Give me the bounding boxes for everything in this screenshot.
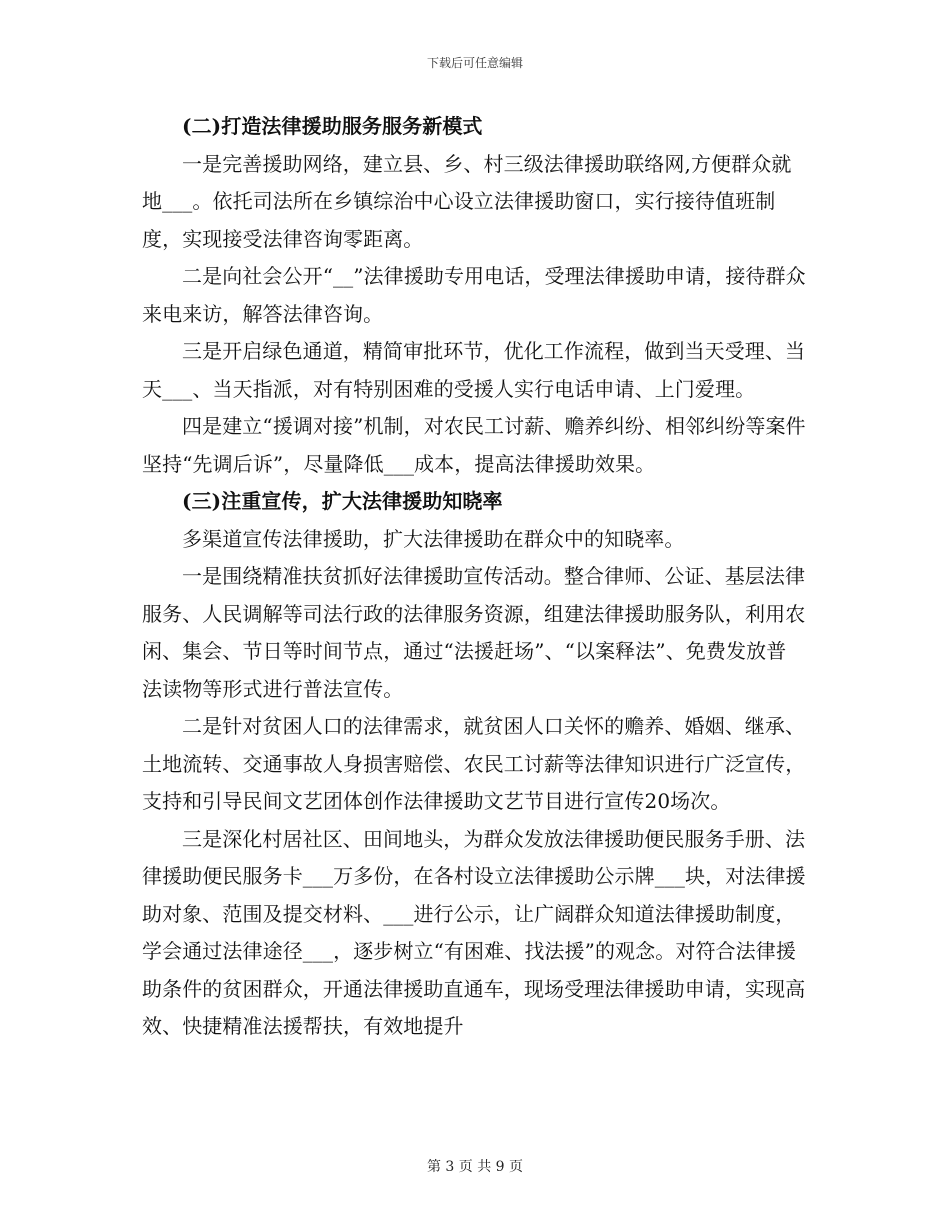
paragraph: 二是针对贫困人口的法律需求，就贫困人口关怀的赡养、婚姻、继承、土地流转、交通事故人身损害赔偿、农民工讨薪等法律知识进行广泛宣传，支持和引导民间文艺团体创作法律援助文艺节目进行宣传20场次。 [142, 714, 806, 813]
section-heading: (三)注重宣传，扩大法律援助知晓率 [182, 489, 503, 513]
paragraph: 多渠道宣传法律援助，扩大法律援助在群众中的知晓率。 [182, 526, 685, 551]
paragraph: 三是深化村居社区、田间地头，为群众发放法律援助便民服务手册、法律援助便民服务卡___万多份，在各村设立法律援助公示牌___块，对法律援助对象、范围及提交材料、___进行公示，让广阔群众知道法律援助制度，学会通过法律途径___，逐步树立“有困难、找法援”的观念。对符合法律援助条件的贫困群众，开通法律援助直通车，现场受理法律援助申请，实现高效、快捷精准法援帮扶，有效地提升 [142, 826, 806, 1038]
paragraph: 一是围绕精准扶贫抓好法律援助宣传活动。整合律师、公证、基层法律服务、人民调解等司法行政的法律服务资源，组建法律援助服务队，利用农闲、集会、节日等时间节点，通过“法援赶场”、“以案释法”、免费发放普法读物等形式进行普法宣传。 [142, 564, 806, 701]
paragraph: 二是向社会公开“__”法律援助专用电话，受理法律援助申请，接待群众来电来访，解答法律咨询。 [142, 264, 806, 326]
paragraph: 四是建立“援调对接”机制，对农民工讨薪、赡养纠纷、相邻纠纷等案件坚持“先调后诉”，尽量降低___成本，提高法律援助效果。 [142, 414, 806, 476]
page-footer: 第 3 页 共 9 页 [426, 1159, 524, 1175]
paragraph: 三是开启绿色通道，精简审批环节，优化工作流程，做到当天受理、当天___、当天指派，对有特别困难的受援人实行电话申请、上门爱理。 [142, 339, 806, 401]
page-header: 下载后可任意编辑 [426, 56, 523, 70]
paragraph: 一是完善援助网络，建立县、乡、村三级法律援助联络网,方便群众就地___。依托司法所在乡镇综治中心设立法律援助窗口，实行接待值班制度，实现接受法律咨询零距离。 [142, 151, 792, 251]
section-heading: (二)打造法律援助服务服务新模式 [182, 114, 483, 138]
document-body [142, 108, 806, 1046]
